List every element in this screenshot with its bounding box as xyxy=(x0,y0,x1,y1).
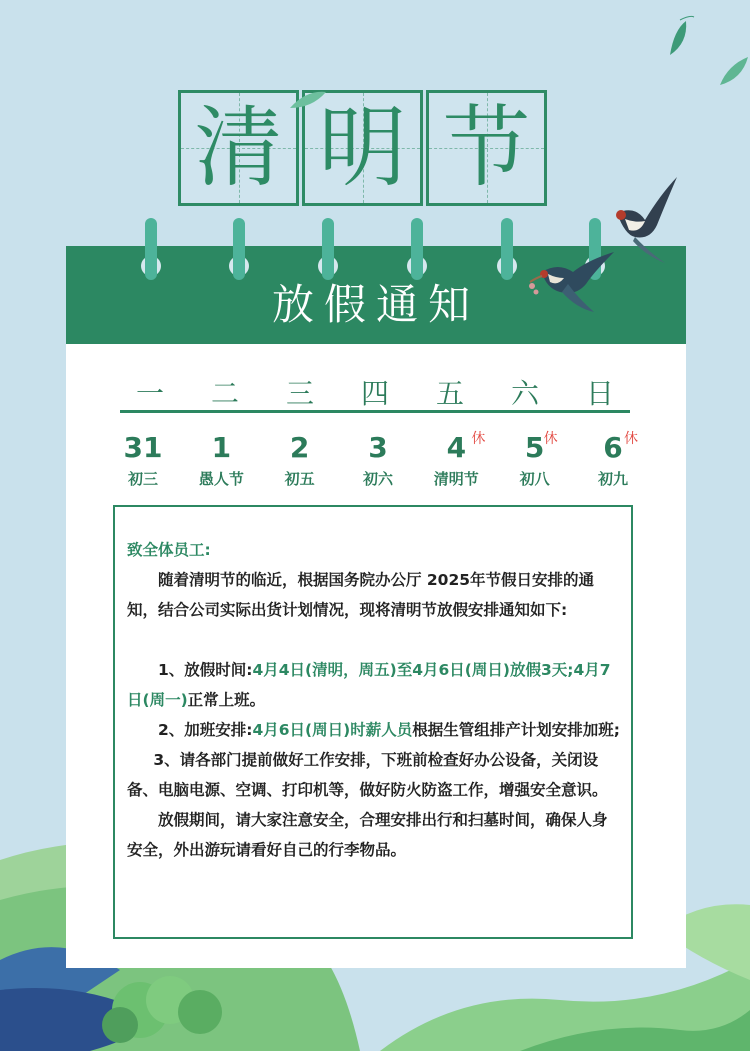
notice-item-1 xyxy=(127,655,621,715)
notice-closing: 放假期间，请大家注意安全，合理安排出行和扫墓时间，确保人身安全，外出游玩请看好自己的行李物品。 xyxy=(127,811,608,859)
blank-line xyxy=(127,625,621,655)
weekday-label: 一 xyxy=(135,377,164,410)
date-number: 4 xyxy=(446,431,467,464)
title-row xyxy=(178,90,554,204)
item-highlight: 4月4日(清明，周五)至4月6日(周日)放假3天;4月7日(周一) xyxy=(127,661,611,709)
lunar-date: 清明节 xyxy=(433,470,479,488)
date-number: 3 xyxy=(368,431,388,464)
notice-item-3: 3、请各部门提前做好工作安排，下班前检查好办公设备，关闭设备、电脑电源、空调、打印机等，做好防火防盗工作，增强安全意识。 xyxy=(127,751,608,799)
weekday-label: 日 xyxy=(585,377,614,410)
rest-badge: 休 xyxy=(623,431,638,447)
binding-ring xyxy=(145,218,157,280)
calendar-title: 放假通知 xyxy=(271,280,480,329)
notice-greeting: 致全体员工: xyxy=(127,541,211,559)
binding-ring xyxy=(501,218,513,280)
date-cell xyxy=(182,430,260,489)
item-label: 2、加班安排: xyxy=(158,721,253,739)
date-cell xyxy=(496,430,574,489)
date-cell xyxy=(339,430,417,489)
weekday-label: 五 xyxy=(435,377,464,410)
lunar-date: 初八 xyxy=(519,470,550,488)
date-row xyxy=(104,430,652,489)
lunar-date: 初九 xyxy=(597,470,628,488)
title-char: 明 xyxy=(318,96,407,199)
weekday-label: 四 xyxy=(360,377,389,410)
title-char: 节 xyxy=(442,96,531,199)
rest-badge: 休 xyxy=(543,431,558,447)
binding-ring xyxy=(322,218,334,280)
date-number: 6 xyxy=(603,431,623,464)
date-number: 31 xyxy=(123,431,163,464)
title-box xyxy=(426,90,547,206)
title-box xyxy=(178,90,299,206)
item-text: 根据生管组排产计划安排加班; xyxy=(412,721,620,739)
weekday-divider xyxy=(120,410,630,413)
weekday-row xyxy=(120,372,630,412)
leaf-icon xyxy=(650,15,750,95)
weekday-label: 六 xyxy=(510,377,539,410)
lunar-date: 初三 xyxy=(127,470,158,488)
lunar-date: 初五 xyxy=(284,470,315,488)
notice-item-2 xyxy=(127,715,621,745)
item-label: 1、放假时间: xyxy=(158,661,253,679)
date-cell xyxy=(104,430,182,489)
rest-badge: 休 xyxy=(471,431,486,447)
date-number: 1 xyxy=(211,431,232,464)
lunar-date: 初六 xyxy=(362,470,393,488)
item-highlight: 4月6日(周日)时薪人员 xyxy=(252,721,413,739)
item-text: 正常上班。 xyxy=(187,691,266,709)
title-box xyxy=(302,90,423,206)
weekday-label: 三 xyxy=(285,377,314,410)
title-char: 清 xyxy=(194,96,283,199)
binding-ring xyxy=(233,218,245,280)
weekday-label: 二 xyxy=(210,377,239,410)
date-cell xyxy=(417,430,495,489)
date-number: 2 xyxy=(289,431,310,464)
swallow-icon xyxy=(528,232,618,317)
notice-box xyxy=(113,505,633,939)
lunar-date: 愚人节 xyxy=(198,470,244,488)
notice-intro: 随着清明节的临近，根据国务院办公厅 2025年节假日安排的通知，结合公司实际出货计划情况，现将清明节放假安排通知如下: xyxy=(127,571,595,619)
date-cell xyxy=(261,430,339,489)
binding-ring xyxy=(411,218,423,280)
date-number: 5 xyxy=(524,431,545,464)
date-cell xyxy=(574,430,652,489)
